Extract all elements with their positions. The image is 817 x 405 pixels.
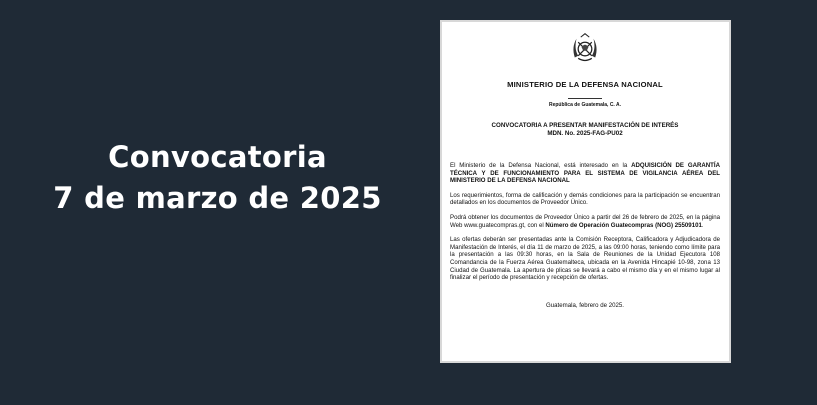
headline-date: 7 de marzo de 2025 [53, 181, 382, 215]
paragraph-requirements: Los requerimientos, forma de calificación y demás condiciones para la participación se encuentran detallados en los documentos de Proveedor Único. [450, 191, 720, 207]
place-date: Guatemala, febrero de 2025. [546, 301, 624, 309]
paragraph-documents-text: Podrá obtener los documentos de Proveedor Único a partir del 26 de febrero de 2025, en la página Web www.guatecompras.gt, con el [450, 213, 720, 229]
document-body [450, 162, 720, 282]
announcement-document [440, 20, 731, 363]
call-code: MDN. No. 2025-FAG-PU02 [547, 130, 623, 137]
paragraph-documents-end: . [701, 221, 704, 229]
call-title: CONVOCATORIA A PRESENTAR MANIFESTACIÓN DE INTERÉS [491, 122, 679, 129]
paragraph-offers: Las ofertas deberán ser presentadas ante la Comisión Receptora, Calificadora y Adjudicadora de Manifestación de Interés, el día 11 de marzo de 2025, a las 09:00 horas, teniendo como límite para la presentación a las 09:30 horas, en la Sala de Reuniones de la Unidad Ejecutora 108 Comandancia de la Fuerza Aérea Guatemalteca, ubicada en la Avenida Hincapié 10-98, zona 13 Ciudad de Guatemala. La apertura de plicas se llevará a cabo el mismo día y en el mismo lugar al finalizar el período de presentación y recepción de ofertas. [450, 236, 720, 282]
paragraph-documents [450, 214, 720, 229]
paragraph-interest-text: El Ministerio de la Defensa Nacional, está interesado en la [450, 162, 632, 169]
headline [40, 138, 395, 220]
paragraph-interest [450, 162, 720, 185]
divider [568, 98, 602, 99]
headline-title: Convocatoria [108, 140, 327, 174]
acquisition-subject: ADQUISICIÓN DE GARANTÍA TÉCNICA Y DE FUNCIONAMIENTO PARA EL SISTEMA DE VIGILANCIA AÉREA DEL MINISTERIO DE LA DEFENSA NACIONAL [450, 162, 721, 185]
republic-line: República de Guatemala, C. A. [548, 102, 622, 108]
coat-of-arms-icon [568, 32, 602, 66]
ministry-name: MINISTERIO DE LA DEFENSA NACIONAL [507, 80, 663, 89]
call-heading [450, 122, 720, 138]
nog-number: Número de Operación Guatecompras (NOG) 25509101 [545, 221, 702, 229]
